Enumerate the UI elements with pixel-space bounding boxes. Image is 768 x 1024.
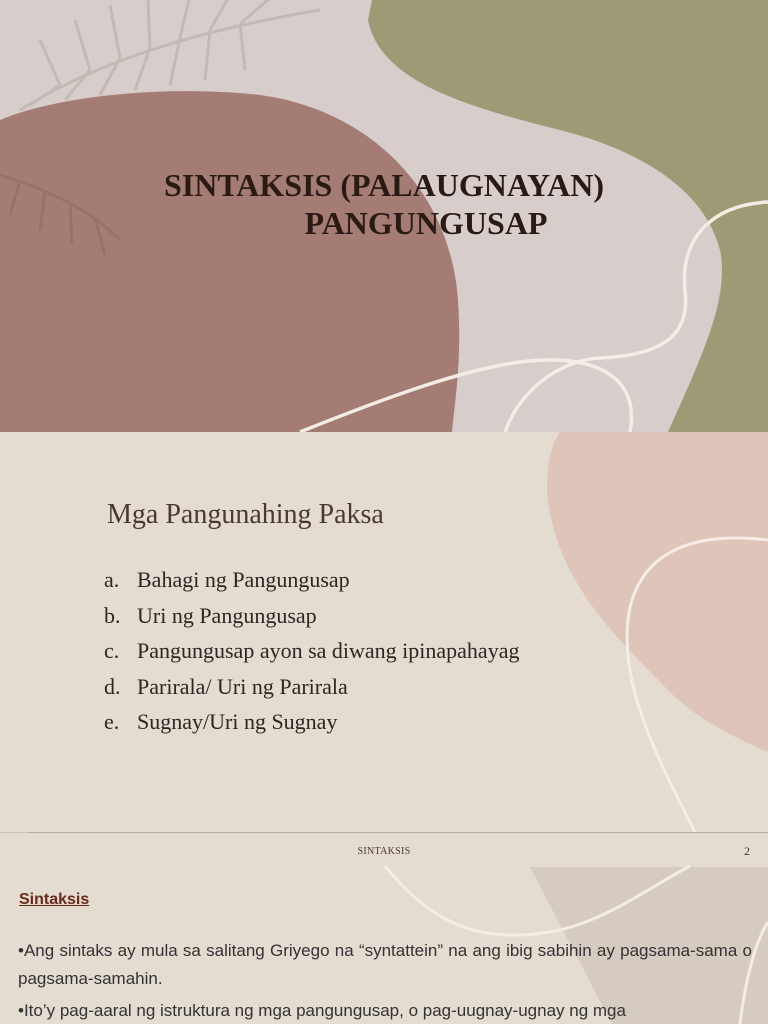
body-text bbox=[18, 937, 752, 1024]
footer-label: SINTAKSIS bbox=[357, 846, 411, 857]
paragraph: •Ito’y pag-aaral ng istruktura ng mga pangungusap, o pag-uugnay-ugnay ng mga bbox=[18, 1001, 626, 1020]
list-item-text: Uri ng Pangungusap bbox=[137, 602, 317, 628]
list-marker: c. bbox=[104, 638, 120, 663]
section-heading: Sintaksis bbox=[19, 891, 90, 908]
topics-heading: Mga Pangunahing Paksa bbox=[107, 499, 384, 530]
footer-divider bbox=[28, 832, 768, 833]
list-item-text: Pangungusap ayon sa diwang ipinapahayag bbox=[137, 638, 520, 663]
list-item bbox=[104, 598, 519, 634]
list-marker: d. bbox=[104, 673, 121, 699]
title-line-1: SINTAKSIS (PALAUGNAYAN) bbox=[163, 167, 605, 203]
list-marker: a. bbox=[104, 567, 120, 592]
list-item bbox=[104, 633, 519, 669]
mauve-blob bbox=[0, 91, 459, 432]
list-marker: b. bbox=[104, 602, 121, 628]
slide-title bbox=[0, 166, 768, 242]
list-item bbox=[104, 704, 519, 740]
topics-slide bbox=[0, 432, 768, 832]
pink-blob bbox=[547, 432, 768, 752]
list-item bbox=[104, 669, 519, 705]
list-marker: e. bbox=[104, 709, 120, 734]
topic-list bbox=[104, 562, 519, 740]
paragraph: •Ang sintaks ay mula sa salitang Griyego na “syntattein” na ang ibig sabihin ay pagsama-sama o pagsama-samahin. bbox=[18, 941, 752, 988]
list-item-text: Parirala/ Uri ng Parirala bbox=[137, 673, 348, 699]
title-slide bbox=[0, 0, 768, 432]
content-slide bbox=[0, 832, 768, 1024]
list-item-text: Sugnay/Uri ng Sugnay bbox=[137, 709, 338, 734]
list-item bbox=[104, 562, 519, 598]
page-number: 2 bbox=[744, 844, 750, 858]
list-item-text: Bahagi ng Pangungusap bbox=[137, 567, 350, 592]
title-line-2: PANGUNGUSAP bbox=[304, 205, 548, 241]
footer-divider-left bbox=[0, 832, 28, 833]
